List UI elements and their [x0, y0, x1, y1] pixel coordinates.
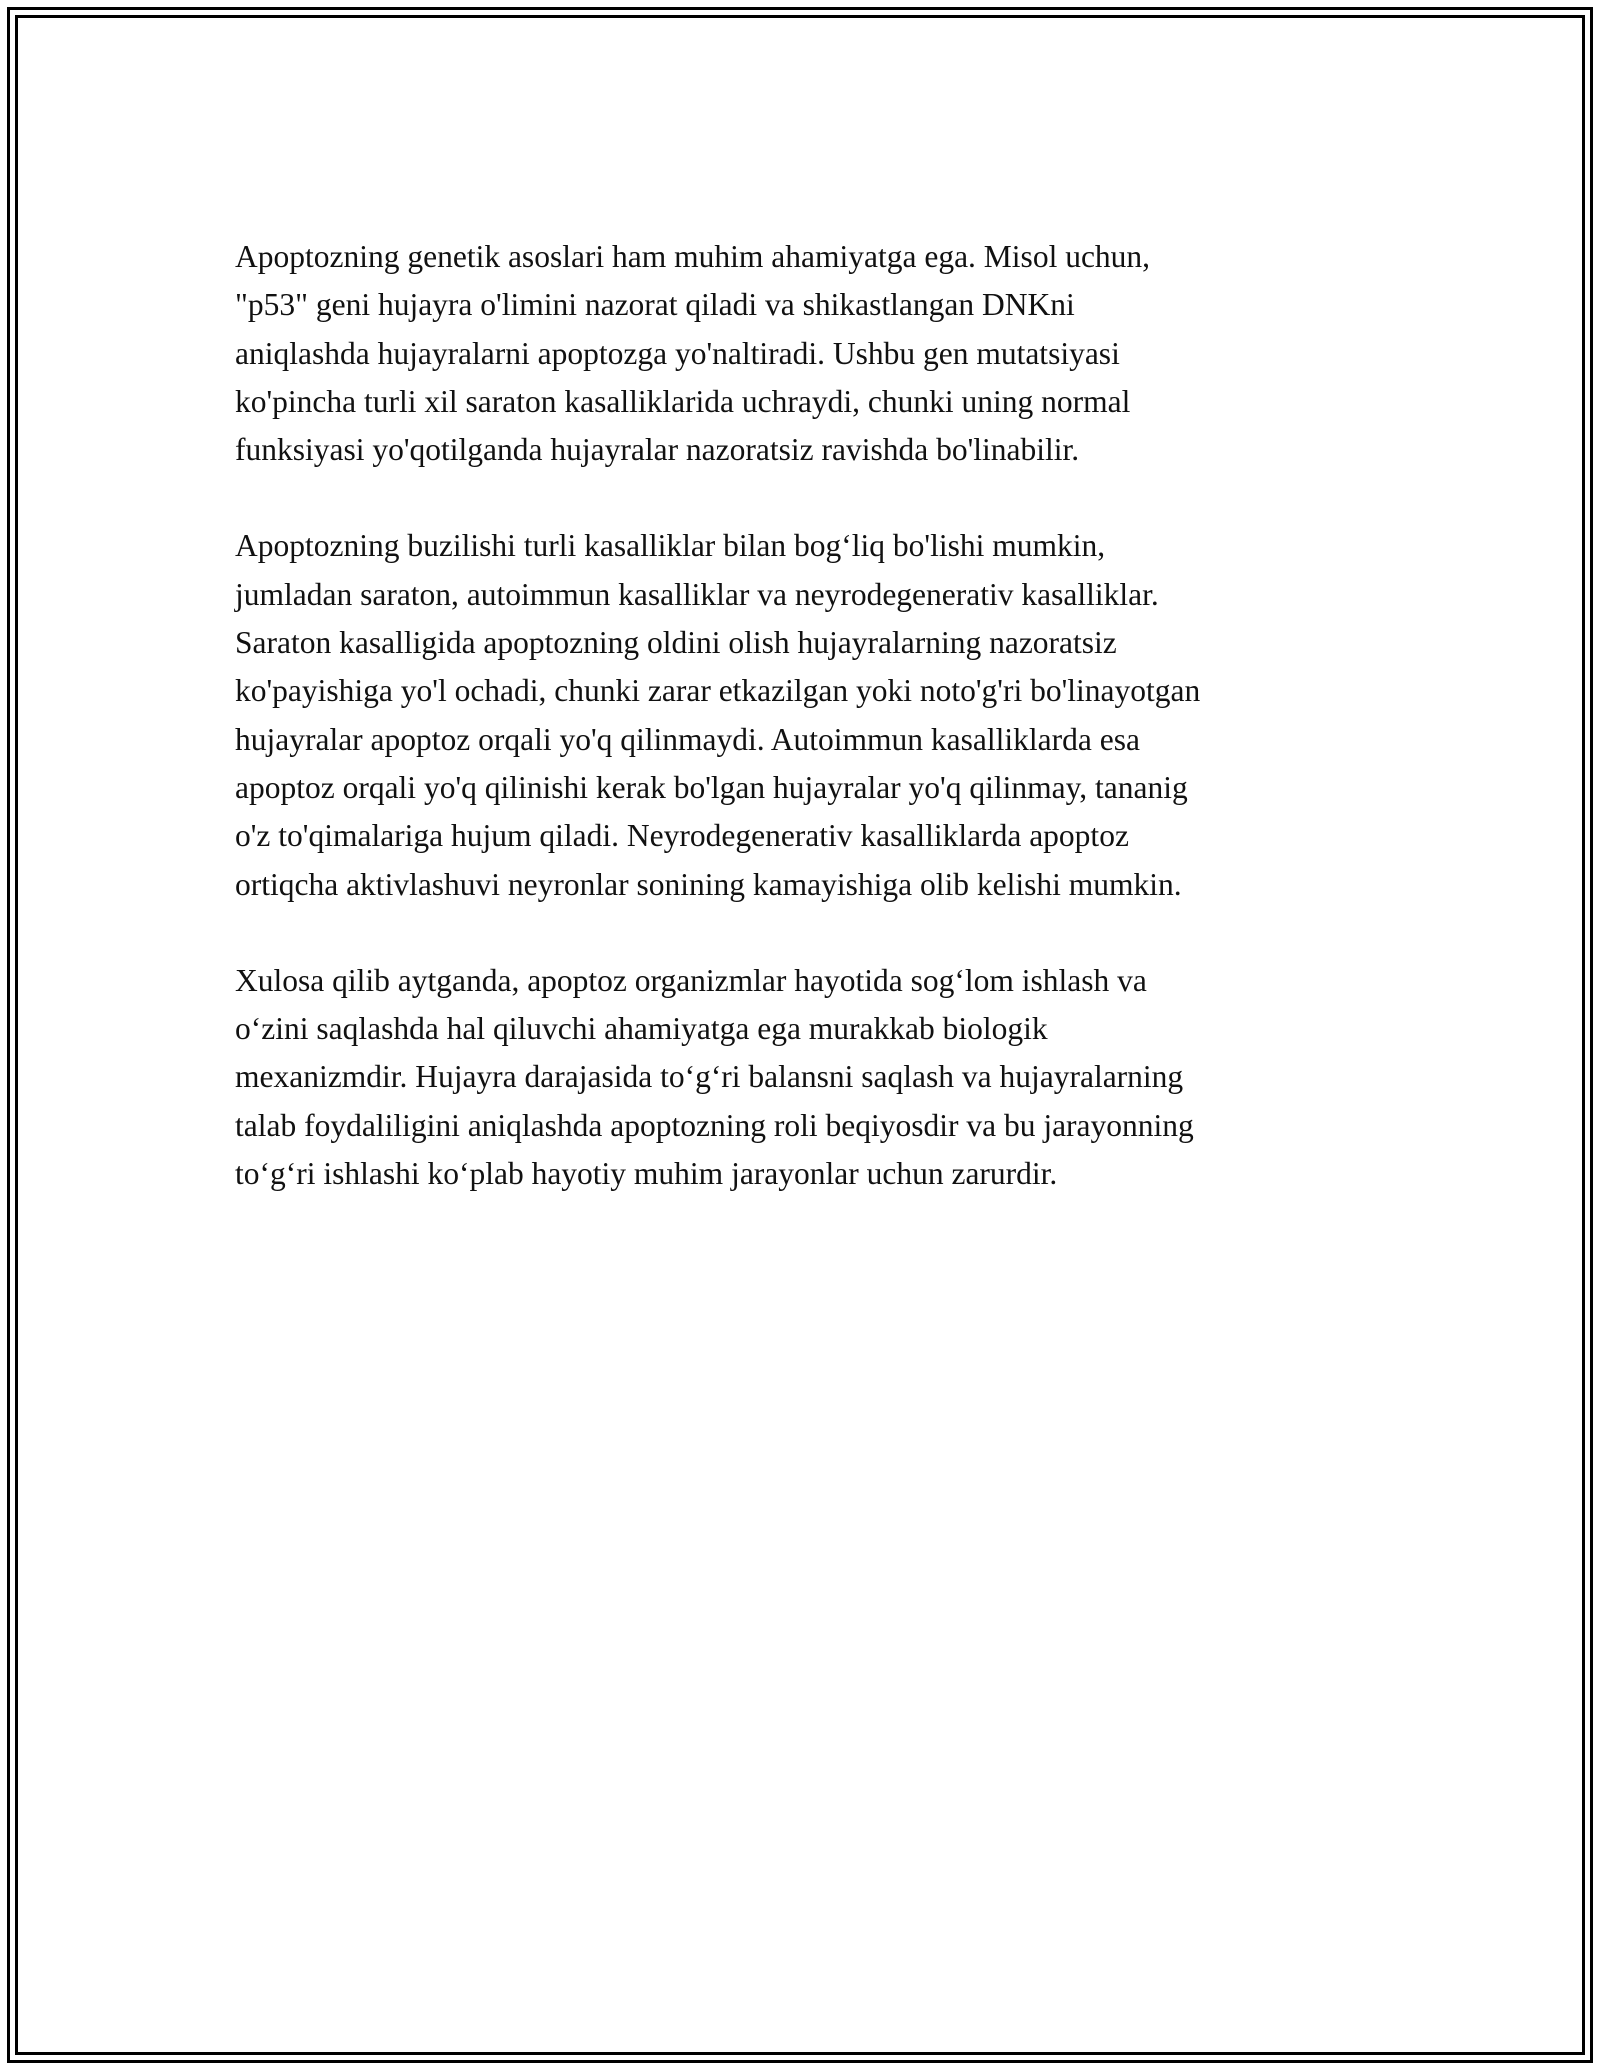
document-body — [235, 233, 1365, 1246]
paragraph-disorders: Apoptozning buzilishi turli kasalliklar bilan bog‘liq bo'lishi mumkin, jumladan saraton, autoimmun kasalliklar va neyrodegenerativ kasalliklar. Saraton kasalligida apoptozning oldini olish hujayralarning nazoratsiz ko'payishiga yo'l ochadi, chunki zarar etkazilgan yoki noto'g'ri bo'linayotgan hujayralar apoptoz orqali yo'q qilinmaydi. Autoimmun kasalliklarda esa apoptoz orqali yo'q qilinishi kerak bo'lgan hujayralar yo'q qilinmay, tananig o'z to'qimalariga hujum qiladi. Neyrodegenerativ kasalliklarda apoptoz ortiqcha aktivlashuvi neyronlar sonining kamayishiga olib kelishi mumkin. — [235, 528, 1201, 902]
paragraph-conclusion: Xulosa qilib aytganda, apoptoz organizmlar hayotida sog‘lom ishlash va o‘zini saqlashda hal qiluvchi ahamiyatga ega murakkab biologik mexanizmdir. Hujayra darajasida to‘g‘ri balansni saqlash va hujayralarning talab foydaliligini aniqlashda apoptozning roli beqiyosdir va bu jarayonning to‘g‘ri ishlashi ko‘plab hayotiy muhim jarayonlar uchun zarurdir. — [235, 962, 1194, 1192]
paragraph-genetic-basis: Apoptozning genetik asoslari ham muhim ahamiyatga ega. Misol uchun, "p53" geni hujayra o'limini nazorat qiladi va shikastlangan DNKni aniqlashda hujayralarni apoptozga yo'naltiradi. Ushbu gen mutatsiyasi ko'pincha turli xil saraton kasalliklarida uchraydi, chunki uning normal funksiyasi yo'qotilganda hujayralar nazoratsiz ravishda bo'linabilir. — [235, 239, 1151, 468]
